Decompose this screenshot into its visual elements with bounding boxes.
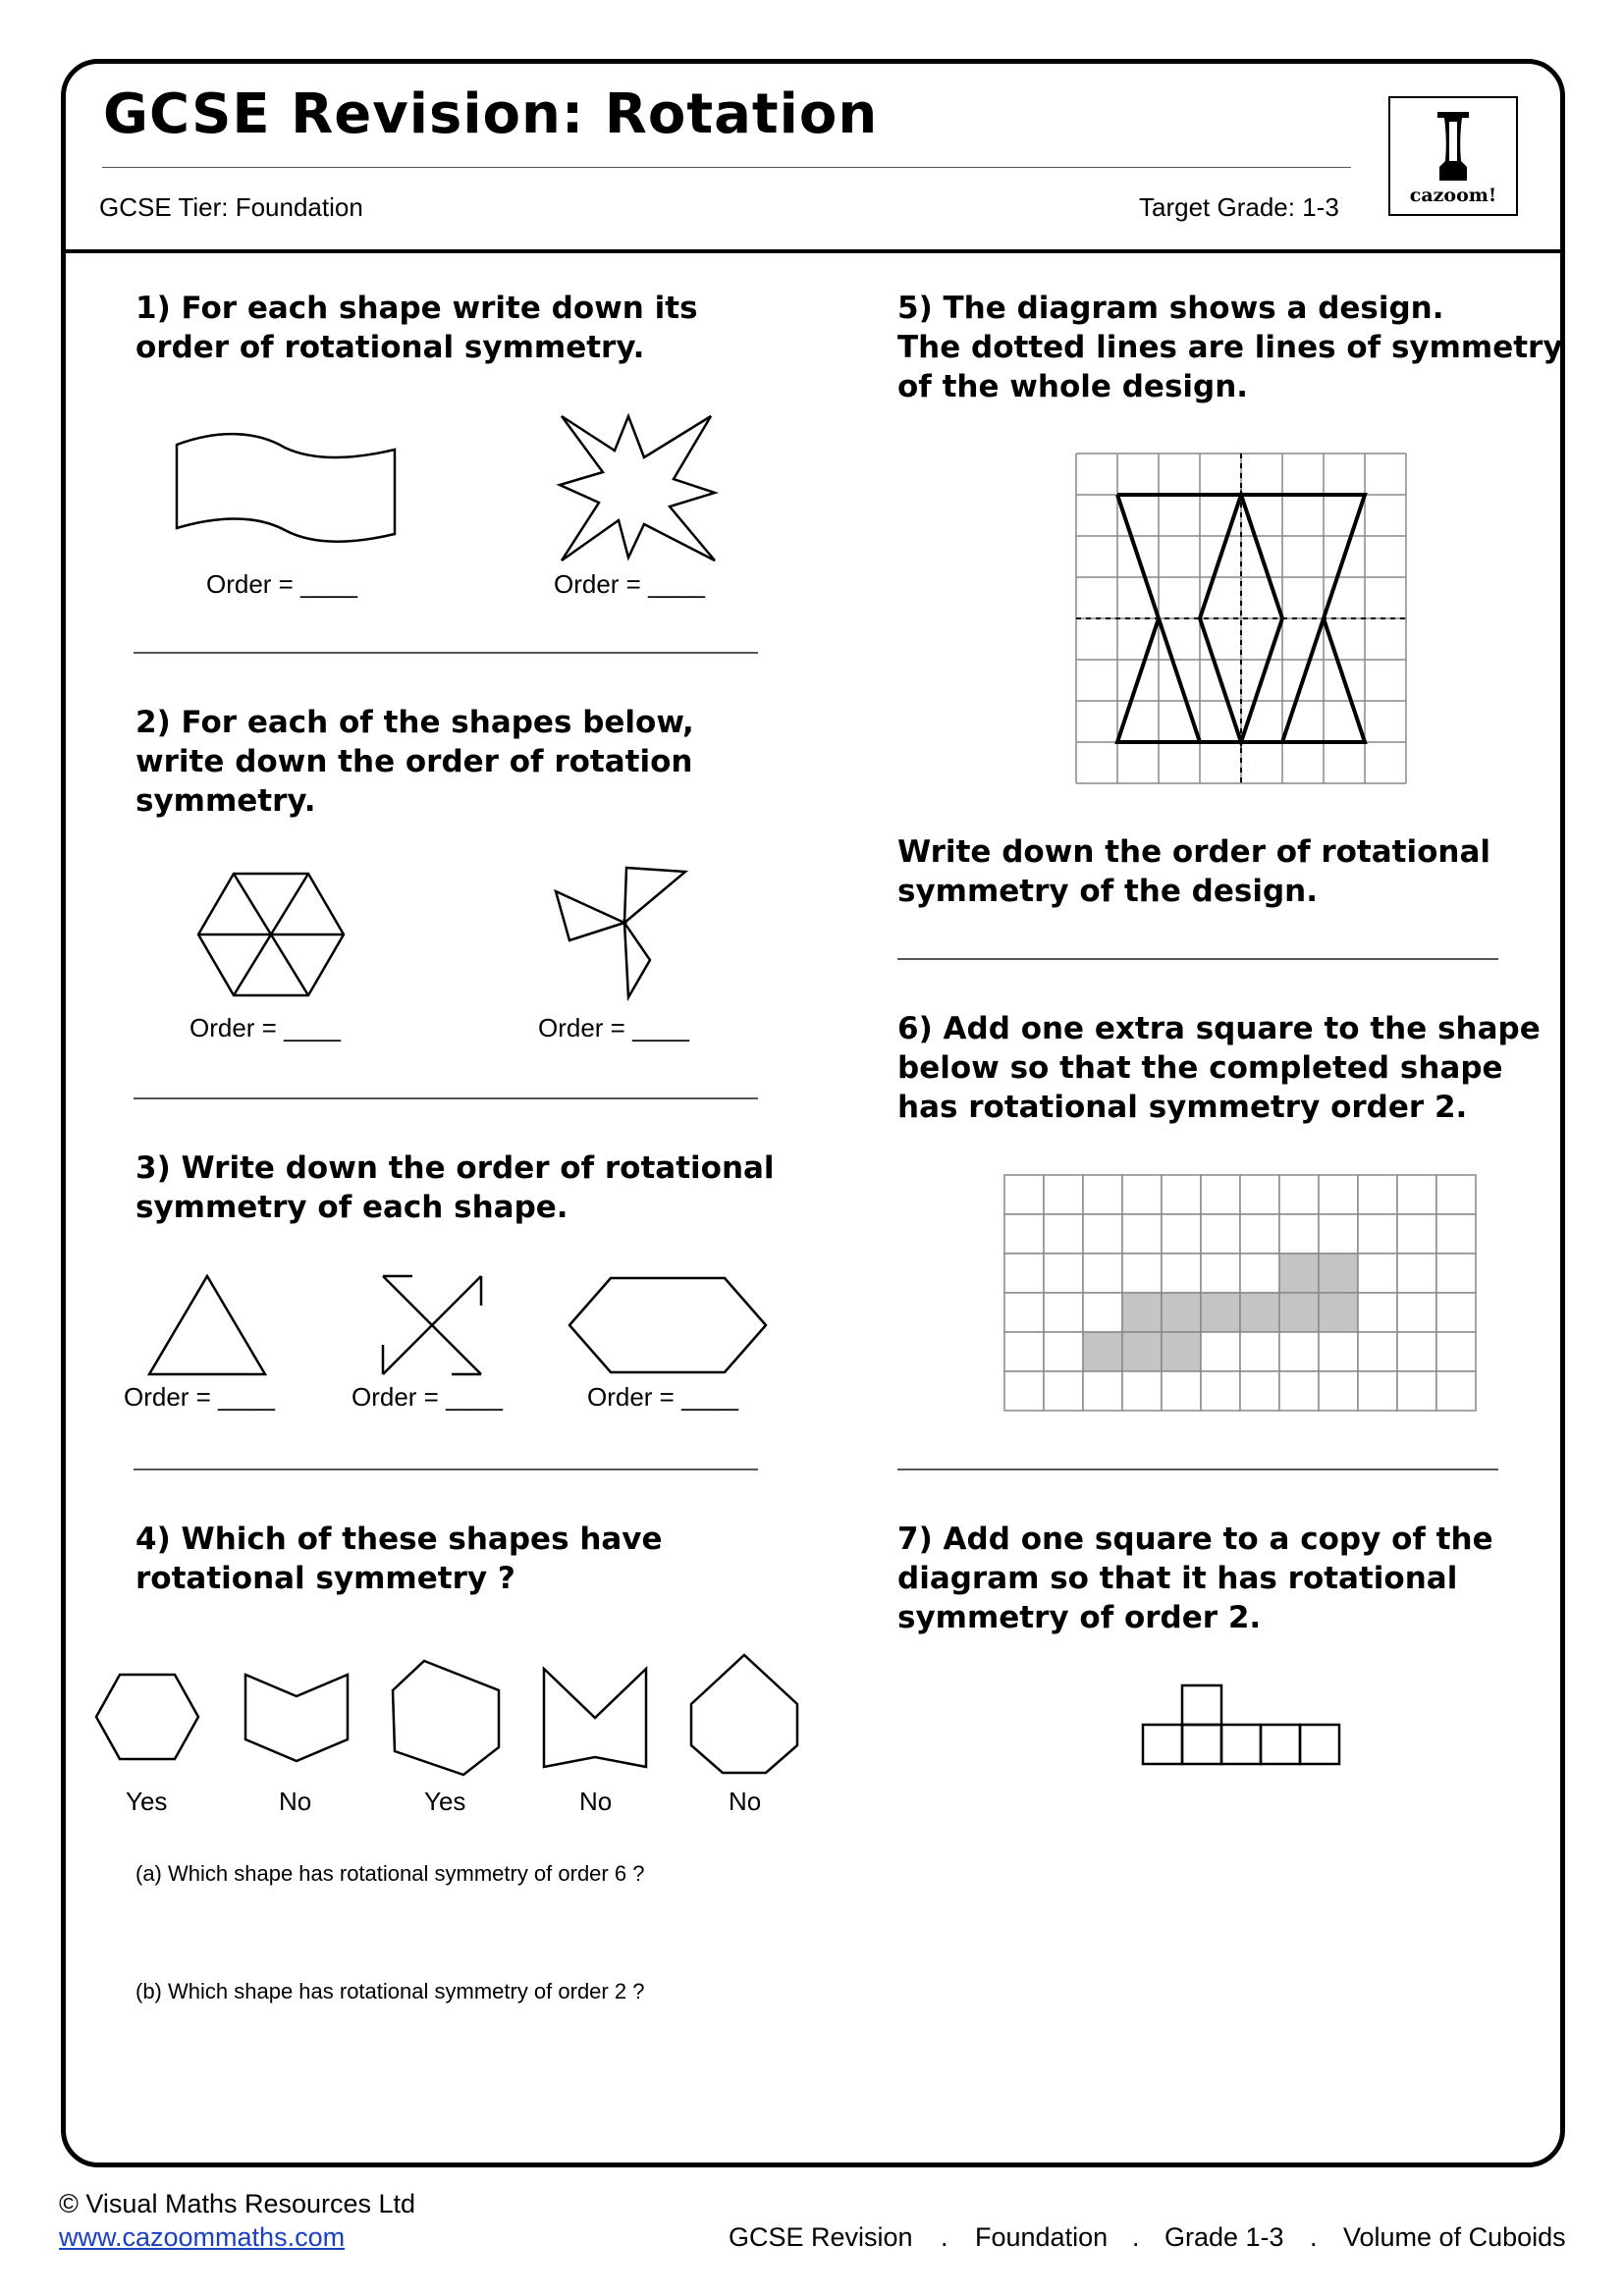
- shaded-grid-cell[interactable]: [1240, 1293, 1279, 1332]
- question-line: 6) Add one extra square to the shape: [897, 1011, 1541, 1046]
- separator: [134, 1468, 758, 1470]
- grid-cell[interactable]: [1436, 1293, 1476, 1332]
- grid-cell[interactable]: [1044, 1214, 1083, 1254]
- grid-cell[interactable]: [1240, 1254, 1279, 1293]
- question-line: 1) For each shape write down its: [135, 291, 698, 326]
- q4-part-b: (b) Which shape has rotational symmetry of order 2 ?: [135, 1979, 645, 2003]
- shaded-grid-cell[interactable]: [1162, 1293, 1201, 1332]
- grid-cell[interactable]: [1279, 1214, 1319, 1254]
- q4-shape-3-label: Yes: [424, 1787, 466, 1816]
- q2-answer-1[interactable]: Order = ____: [189, 1013, 341, 1042]
- grid-cell[interactable]: [1240, 1332, 1279, 1371]
- grid-cell[interactable]: [1162, 1254, 1201, 1293]
- grid-cell[interactable]: [1436, 1214, 1476, 1254]
- grid-cell[interactable]: [1397, 1214, 1436, 1254]
- grid-cell[interactable]: [1004, 1254, 1044, 1293]
- target-grade-label: Target Grade: 1-3: [1139, 192, 1339, 222]
- grid-cell[interactable]: [1240, 1371, 1279, 1411]
- website-link[interactable]: www.cazoommaths.com: [59, 2222, 346, 2252]
- grid-cell[interactable]: [1201, 1332, 1240, 1371]
- grid-cell[interactable]: [1162, 1175, 1201, 1214]
- grid-cell[interactable]: [1279, 1175, 1319, 1214]
- breadcrumb-separator: .: [941, 2222, 948, 2252]
- question-line: symmetry.: [135, 783, 316, 819]
- cazoom-logo: [1388, 96, 1518, 216]
- question-line: 5) The diagram shows a design.: [897, 291, 1444, 326]
- q4-part-a: (a) Which shape has rotational symmetry of order 6 ?: [135, 1861, 645, 1886]
- separator: [897, 1468, 1498, 1470]
- grid-cell[interactable]: [1397, 1371, 1436, 1411]
- copyright: © Visual Maths Resources Ltd: [59, 2189, 416, 2218]
- symmetry-design-diagram: [1076, 454, 1406, 783]
- grid-cell[interactable]: [1279, 1332, 1319, 1371]
- logo-trophy-icon: [1390, 102, 1516, 190]
- grid-cell[interactable]: [1436, 1254, 1476, 1293]
- question-3-text: [135, 1148, 775, 1227]
- question-line: rotational symmetry ?: [135, 1561, 515, 1596]
- triangle-shape: [143, 1272, 271, 1378]
- grid-cell[interactable]: [1083, 1371, 1122, 1411]
- breadcrumb-item: Volume of Cuboids: [1343, 2222, 1566, 2252]
- grid-cell[interactable]: [1004, 1175, 1044, 1214]
- page-title: GCSE Revision: Rotation: [103, 82, 879, 146]
- grid-cell[interactable]: [1201, 1214, 1240, 1254]
- grid-cell[interactable]: [1436, 1332, 1476, 1371]
- grid-cell[interactable]: [1397, 1332, 1436, 1371]
- q3-answer-1[interactable]: Order = ____: [124, 1382, 275, 1412]
- question-line: 3) Write down the order of rotational: [135, 1150, 775, 1186]
- question-line: diagram so that it has rotational: [897, 1561, 1458, 1596]
- wavy-rectangle-shape: [167, 430, 403, 548]
- grid-cell[interactable]: [1201, 1254, 1240, 1293]
- question-line: The dotted lines are lines of symmetry: [897, 330, 1563, 365]
- shaded-grid-cell[interactable]: [1279, 1254, 1319, 1293]
- breadcrumb-separator: .: [1310, 2222, 1318, 2252]
- shaded-grid-cell[interactable]: [1319, 1254, 1358, 1293]
- grid-cell[interactable]: [1397, 1254, 1436, 1293]
- question-line: below so that the completed shape: [897, 1050, 1503, 1086]
- grid-cell[interactable]: [1397, 1293, 1436, 1332]
- q3-answer-3[interactable]: Order = ____: [587, 1382, 738, 1412]
- tier-label: GCSE Tier: Foundation: [99, 192, 363, 222]
- question-line: of the whole design.: [897, 369, 1249, 404]
- q1-answer-2[interactable]: Order = ____: [554, 569, 705, 599]
- grid-cell[interactable]: [1083, 1254, 1122, 1293]
- q4-shape-1-label: Yes: [126, 1787, 168, 1816]
- grid-cell[interactable]: [1122, 1254, 1162, 1293]
- header-divider: [63, 249, 1561, 253]
- shaded-grid-cell[interactable]: [1122, 1293, 1162, 1332]
- question-line: symmetry of the design.: [897, 874, 1319, 909]
- question-2-text: [135, 703, 694, 821]
- question-line: Write down the order of rotational: [897, 834, 1491, 870]
- shaded-grid-cell[interactable]: [1319, 1293, 1358, 1332]
- separator: [897, 958, 1498, 960]
- question-5-ask: [897, 832, 1490, 911]
- grid-cell[interactable]: [1122, 1175, 1162, 1214]
- question-line: write down the order of rotation: [135, 744, 693, 779]
- grid-cell[interactable]: [1436, 1371, 1476, 1411]
- grid-cell[interactable]: [1044, 1371, 1083, 1411]
- grid-cell[interactable]: [1319, 1214, 1358, 1254]
- question-line: symmetry of order 2.: [897, 1600, 1262, 1635]
- grid-cell[interactable]: [1358, 1254, 1397, 1293]
- grid-cell[interactable]: [1122, 1214, 1162, 1254]
- grid-cell[interactable]: [1044, 1175, 1083, 1214]
- grid-cell[interactable]: [1358, 1214, 1397, 1254]
- grid-cell[interactable]: [1358, 1175, 1397, 1214]
- q1-answer-1[interactable]: Order = ____: [206, 569, 357, 599]
- shaded-grid-cell[interactable]: [1201, 1293, 1240, 1332]
- chevron-pentagon-shape: [242, 1671, 352, 1765]
- separator: [134, 1097, 758, 1099]
- question-7-text: [897, 1520, 1493, 1637]
- grid-cell[interactable]: [1319, 1371, 1358, 1411]
- grid-cell[interactable]: [1162, 1371, 1201, 1411]
- divided-hexagon-shape: [194, 868, 348, 1001]
- grid-cell[interactable]: [1083, 1293, 1122, 1332]
- grid-cell[interactable]: [1358, 1371, 1397, 1411]
- separator: [134, 652, 758, 654]
- q4-shape-5-label: No: [729, 1787, 762, 1816]
- grid-cell[interactable]: [1004, 1332, 1044, 1371]
- question-line: 4) Which of these shapes have: [135, 1522, 663, 1557]
- eight-point-star-shape: [550, 408, 727, 565]
- question-line: 7) Add one square to a copy of the: [897, 1522, 1493, 1557]
- grid-cell[interactable]: [1044, 1293, 1083, 1332]
- crossed-lines-shape: [377, 1272, 491, 1382]
- grid-cell[interactable]: [1240, 1214, 1279, 1254]
- question-line: 2) For each of the shapes below,: [135, 705, 694, 740]
- grid-cell[interactable]: [1044, 1254, 1083, 1293]
- grid-cell[interactable]: [1358, 1332, 1397, 1371]
- grid-cell[interactable]: [1004, 1293, 1044, 1332]
- grid-cell[interactable]: [1358, 1293, 1397, 1332]
- grid-cell[interactable]: [1279, 1371, 1319, 1411]
- irregular-hexagon-shape: [389, 1657, 505, 1779]
- grid-cell[interactable]: [1122, 1371, 1162, 1411]
- grid-cell[interactable]: [1240, 1175, 1279, 1214]
- question-1-text: [135, 289, 698, 367]
- q2-answer-2[interactable]: Order = ____: [538, 1013, 689, 1042]
- question-line: order of rotational symmetry.: [135, 330, 645, 365]
- shaded-grid-cell[interactable]: [1083, 1332, 1122, 1371]
- q3-answer-2[interactable]: Order = ____: [352, 1382, 503, 1412]
- breadcrumb-item: Grade 1-3: [1164, 2222, 1284, 2252]
- grid-cell[interactable]: [1162, 1214, 1201, 1254]
- grid-cell[interactable]: [1201, 1175, 1240, 1214]
- grid-cell[interactable]: [1083, 1214, 1122, 1254]
- question-6-text: [897, 1009, 1541, 1127]
- breadcrumb-item: GCSE Revision: [729, 2222, 913, 2252]
- shaded-grid-cell[interactable]: [1122, 1332, 1162, 1371]
- breadcrumb-separator: .: [1132, 2222, 1140, 2252]
- question-4-text: [135, 1520, 663, 1598]
- grid-cell[interactable]: [1319, 1332, 1358, 1371]
- pointed-pentagon-shape: [687, 1651, 801, 1779]
- squares-diagram: [1141, 1682, 1343, 1767]
- question-line: has rotational symmetry order 2.: [897, 1090, 1468, 1125]
- shaded-grid-cell[interactable]: [1162, 1332, 1201, 1371]
- title-underline: [102, 167, 1351, 168]
- shaded-grid-cell[interactable]: [1279, 1293, 1319, 1332]
- logo-text: cazoom!: [1409, 185, 1497, 206]
- q4-shape-4-label: No: [579, 1787, 613, 1816]
- grid-cell[interactable]: [1397, 1175, 1436, 1214]
- grid-cell[interactable]: [1436, 1175, 1476, 1214]
- question-5-text: [897, 289, 1563, 406]
- grid-cell[interactable]: [1201, 1371, 1240, 1411]
- breadcrumb-item: Foundation: [975, 2222, 1109, 2252]
- grid-cell[interactable]: [1004, 1214, 1044, 1254]
- q4-shape-2-label: No: [279, 1787, 312, 1816]
- elongated-hexagon-shape: [566, 1274, 770, 1378]
- hexagon-shape: [92, 1671, 202, 1763]
- question-line: symmetry of each shape.: [135, 1190, 568, 1225]
- shape-grid[interactable]: [1003, 1174, 1477, 1412]
- grid-cell[interactable]: [1004, 1371, 1044, 1411]
- grid-cell[interactable]: [1083, 1175, 1122, 1214]
- pinwheel-shape: [548, 862, 695, 1009]
- bowtie-shape: [540, 1665, 650, 1773]
- grid-cell[interactable]: [1319, 1175, 1358, 1214]
- grid-cell[interactable]: [1044, 1332, 1083, 1371]
